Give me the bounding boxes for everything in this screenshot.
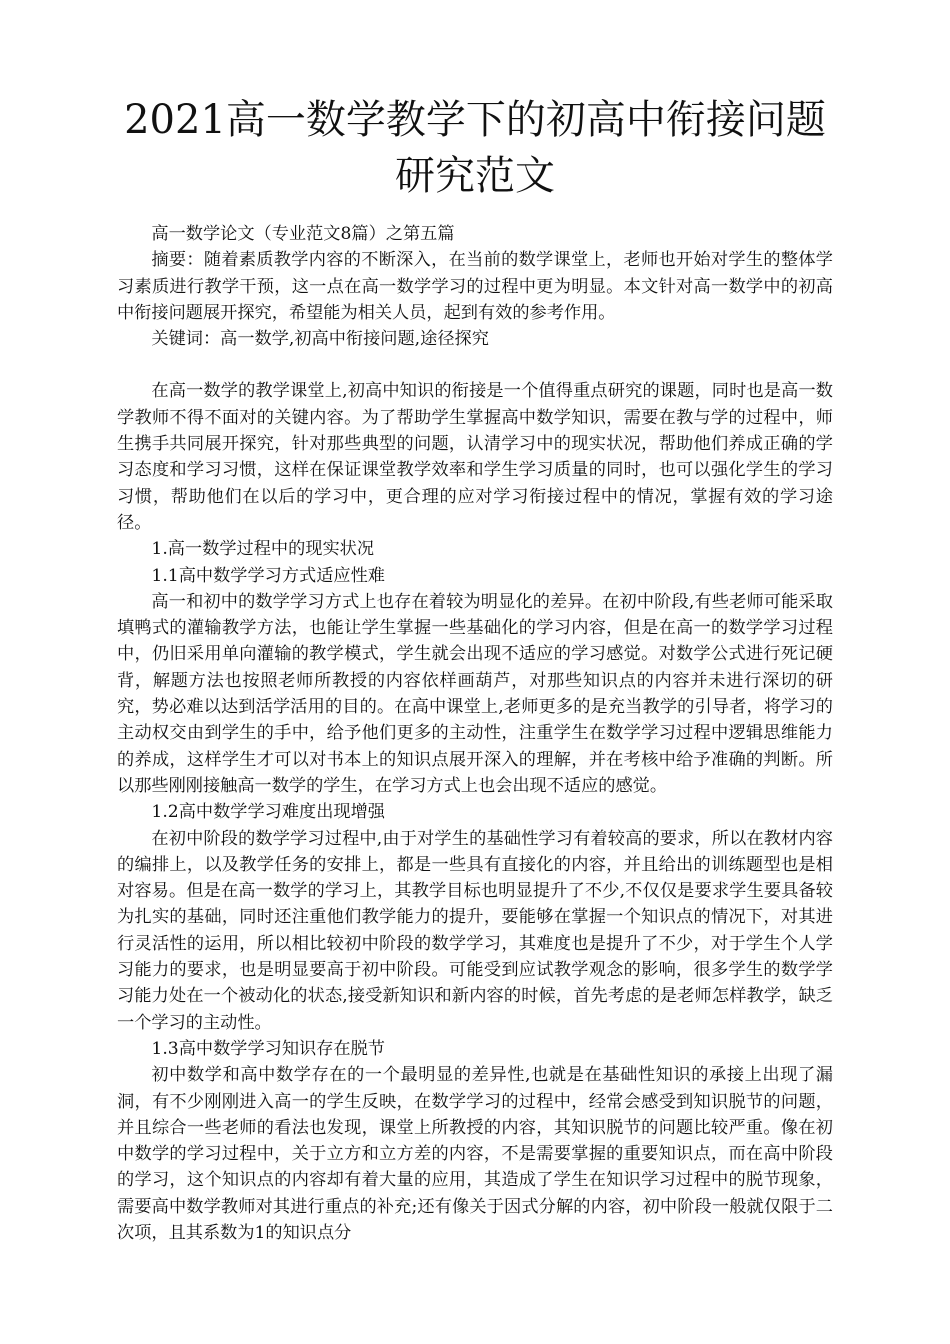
- intro-paragraph: 在高一数学的教学课堂上,初高中知识的衔接是一个值得重点研究的课题，同时也是高一数学教师不得不面对的关键内容。为了帮助学生掌握高中数学知识，需要在教与学的过程中，师生携手共同展开探究，针对那些典型的问题，认清学习中的现实状况，帮助他们养成正确的学习态度和学习习惯，这样在保证课堂教学效率和学生学习质量的同时，也可以强化学生的学习习惯，帮助他们在以后的学习中，更合理的应对学习衔接过程中的情况，掌握有效的学习途径。: [117, 381, 833, 533]
- section-1-3-paragraph: 初中数学和高中数学存在的一个最明显的差异性,也就是在基础性知识的承接上出现了漏洞，有不少刚刚进入高一的学生反映，在数学学习的过程中，经常会感受到知识脱节的问题，并且综合一些老师的看法也发现，课堂上所教授的内容，其知识脱节的问题比较严重。像在初中数学的学习过程中，关于立方和立方差的内容，不是需要掌握的重要知识点，而在高中阶段的学习，这个知识点的内容却有着大量的应用，其造成了学生在知识学习过程中的脱节现象，需要高中数学教师对其进行重点的补充;还有像关于因式分解的内容，初中阶段一般就仅限于二次项，且其系数为1的知识点分: [117, 1065, 833, 1243]
- section-1-heading: 1.高一数学过程中的现实状况: [151, 539, 375, 560]
- source-line: 高一数学论文（专业范文8篇）之第五篇: [151, 224, 455, 244]
- section-1-2-heading: 1.2高中数学学习难度出现增强: [151, 802, 385, 823]
- title-line-1: 2021高一数学教学下的初高中衔接问题: [124, 97, 826, 143]
- title-line-2: 研究范文: [395, 153, 555, 199]
- section-1-2-paragraph: 在初中阶段的数学学习过程中,由于对学生的基础性学习有着较高的要求，所以在教材内容的编排上，以及教学任务的安排上，都是一些具有直接化的内容，并且给出的训练题型也是相对容易。但是在高一数学的学习上，其教学目标也明显提升了不少,不仅仅是要求学生要具备较为扎实的基础，同时还注重他们教学能力的提升，要能够在掌握一个知识点的情况下，对其进行灵活性的运用，所以相比较初中阶段的数学学习，其难度也是提升了不少，对于学生个人学习能力的要求，也是明显要高于初中阶段。可能受到应试教学观念的影响，很多学生的数学学习能力处在一个被动化的状态,接受新知识和新内容的时候，首先考虑的是老师怎样教学，缺乏一个学习的主动性。: [117, 828, 833, 1033]
- document-title: [90, 92, 860, 204]
- document-body: [117, 221, 833, 1246]
- blank-line: [117, 352, 833, 378]
- section-1-1-heading: 1.1高中数学学习方式适应性难: [151, 565, 385, 586]
- keywords: 关键词：高一数学,初高中衔接问题,途径探究: [151, 329, 489, 350]
- section-1-3-heading: 1.3高中数学学习知识存在脱节: [151, 1038, 385, 1059]
- section-1-1-paragraph: 高一和初中的数学学习方式上也存在着较为明显化的差异。在初中阶段,有些老师可能采取填鸭式的灌输教学方法，也能让学生掌握一些基础化的学习内容，但是在高一的数学学习过程中，仍旧采用单向灌输的教学模式，学生就会出现不适应的学习感觉。对数学公式进行死记硬背，解题方法也按照老师所教授的内容依样画葫芦，对那些知识点的内容并未进行深切的研究，势必难以达到活学活用的目的。在高中课堂上,老师更多的是充当教学的引导者，将学习的主动权交由到学生的手中，给予他们更多的主动性，注重学生在数学学习过程中逻辑思维能力的养成，这样学生才可以对书本上的知识点展开深入的理解，并在考核中给予准确的判断。所以那些刚刚接触高一数学的学生，在学习方式上也会出现不适应的感觉。: [117, 591, 833, 796]
- abstract: 摘要：随着素质教学内容的不断深入，在当前的数学课堂上，老师也开始对学生的整体学习素质进行教学干预，这一点在高一数学学习的过程中更为明显。本文针对高一数学中的初高中衔接问题展开探究，希望能为相关人员，起到有效的参考作用。: [117, 250, 833, 323]
